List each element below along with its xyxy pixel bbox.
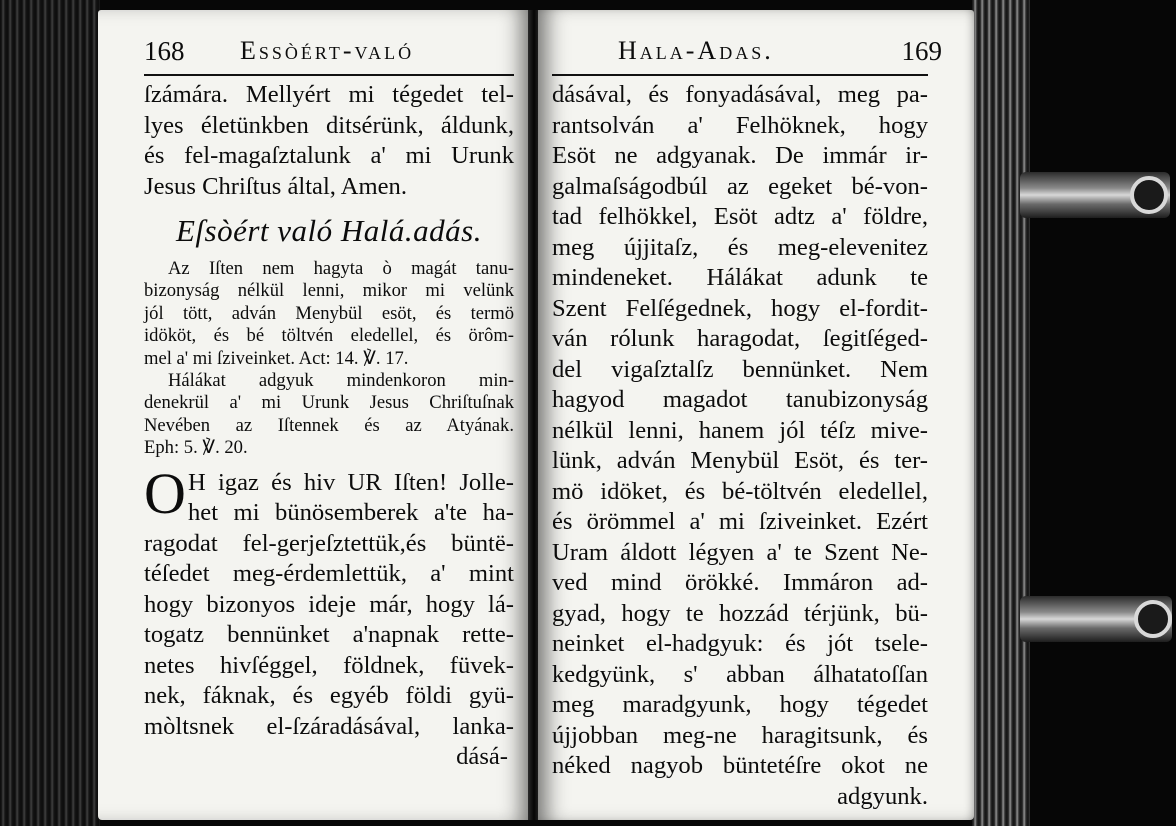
text-line: denekrül a' mi Urunk Jesus Chriſtuſnak xyxy=(144,392,514,414)
page-number: 169 xyxy=(901,36,942,66)
right-running-head xyxy=(552,36,942,72)
section-heading: Eſsòért való Halá.adás. xyxy=(176,213,482,248)
text-line: togatz bennünket a'napnak rette- xyxy=(144,621,514,649)
left-fore-edge xyxy=(0,0,100,826)
text-line: lünk, adván Menybül Esöt, és ter- xyxy=(552,447,928,474)
text-line: ſzámára. Mellyért mi tégedet tel- xyxy=(144,81,514,108)
right-fore-edge xyxy=(972,0,1032,826)
text-line: ragodat fel-gerjeſztettük,és büntë- xyxy=(144,529,514,557)
left-text-block xyxy=(144,36,514,773)
prayer-continuation xyxy=(552,80,928,812)
opening-paragraph xyxy=(144,80,514,202)
text-line: Jesus Chriſtus által, Amen. xyxy=(144,172,408,200)
text-line: Hálákat adgyuk mindenkoron min- xyxy=(168,370,514,392)
head-rule xyxy=(552,74,928,76)
text-line: Szent Felſégednek, hogy el-fordit- xyxy=(552,294,928,322)
text-line: nélkül lenni, hanem jól téſz mive- xyxy=(552,416,928,444)
text-line: idököt, és bé töltvén eledellel, és örôm- xyxy=(144,325,514,347)
page-number: 168 xyxy=(144,36,185,66)
text-line: néked nagyob büntetéſre okot ne xyxy=(552,752,928,779)
text-line: del vigaſztalſz bennünket. Nem xyxy=(552,355,928,383)
running-head-title: Essòért-való xyxy=(240,36,415,65)
right-page xyxy=(538,10,974,820)
running-head-title: Hala-Adas. xyxy=(618,36,774,65)
clasp-ring-icon xyxy=(1134,600,1172,638)
text-line: mö idöket, és bé-töltvén eledellel, xyxy=(552,477,928,505)
text-line: jól tött, adván Menybül esöt, és termö xyxy=(144,302,514,324)
right-text-block xyxy=(552,36,942,812)
text-line: Nevében az Iſtennek és az Atyának. xyxy=(144,414,514,436)
text-line: adgyunk. xyxy=(837,782,928,810)
text-line: hogy bizonyos ideje már, hogy lá- xyxy=(144,590,514,618)
text-line: meg maradgyunk, hogy tégedet xyxy=(552,691,928,718)
prayer-paragraph xyxy=(144,460,514,773)
scripture-verse-2 xyxy=(144,370,514,460)
text-line: újjobban meg-ne haragitsunk, és xyxy=(552,721,928,749)
text-line: H igaz és hiv UR Iſten! Jolle- xyxy=(188,468,514,496)
scripture-verse-1 xyxy=(144,258,514,370)
text-line: rantsolván a' Felhöknek, hogy xyxy=(552,111,928,139)
catchword: dásá- xyxy=(456,743,508,771)
bottom-clasp xyxy=(1020,596,1172,642)
text-line: ván rólunk haragodat, ſegitſéged- xyxy=(552,325,928,352)
text-line: Uram áldott légyen a' te Szent Ne- xyxy=(552,538,928,566)
text-line: het mi bünösemberek a'te ha- xyxy=(188,499,514,527)
text-line: mindeneket. Hálákat adunk te xyxy=(552,264,928,291)
text-line: Esöt ne adgyanak. De immár ir- xyxy=(552,142,928,169)
text-line: mel a' mi ſziveinket. Act: 14. ℣. 17. xyxy=(144,347,409,369)
text-line: dásával, és fonyadásával, meg pa- xyxy=(552,81,928,108)
text-line: hagyod magadot tanubizonyság xyxy=(552,386,928,413)
text-line: Eph: 5. ℣. 20. xyxy=(144,437,248,459)
text-line: gyad, hogy te hozzád térjünk, bü- xyxy=(552,599,928,627)
drop-capital: O xyxy=(144,460,186,526)
text-line: meg újjitaſz, és meg-elevenitez xyxy=(552,233,928,261)
text-line: ved mind örökké. Immáron ad- xyxy=(552,569,928,596)
text-line: galmaſságodbúl az egeket bé-von- xyxy=(552,172,928,200)
head-rule xyxy=(144,74,514,76)
left-page xyxy=(98,10,530,820)
text-line: és fel-magaſztalunk a' mi Urunk xyxy=(144,142,514,169)
text-line: Az Iſten nem hagyta ò magát tanu- xyxy=(168,258,514,279)
text-line: és örömmel a' mi ſziveinket. Ezért xyxy=(552,508,928,535)
text-line: téſedet meg-érdemlettük, a' mint xyxy=(144,560,514,588)
text-line: lyes életünkben ditsérünk, áldunk, xyxy=(144,111,514,139)
text-line: netes hivſéggel, földnek, füvek- xyxy=(144,651,514,679)
text-line: mòltsnek el-ſzáradásával, lanka- xyxy=(144,712,514,740)
text-line: kedgyünk, s' abban álhatatoſſan xyxy=(552,660,928,688)
left-running-head xyxy=(144,36,514,72)
text-line: neinket el-hadgyuk: és jót tsele- xyxy=(552,630,928,657)
text-line: tad felhökkel, Esöt adtz a' földre, xyxy=(552,203,928,230)
top-clasp xyxy=(1020,172,1170,218)
text-line: nek, fáknak, és egyéb földi gyü- xyxy=(144,682,514,710)
book-cover xyxy=(1030,0,1176,826)
clasp-ring-icon xyxy=(1130,176,1168,214)
text-line: bizonyság nélkül lenni, mikor mi velünk xyxy=(144,280,514,302)
